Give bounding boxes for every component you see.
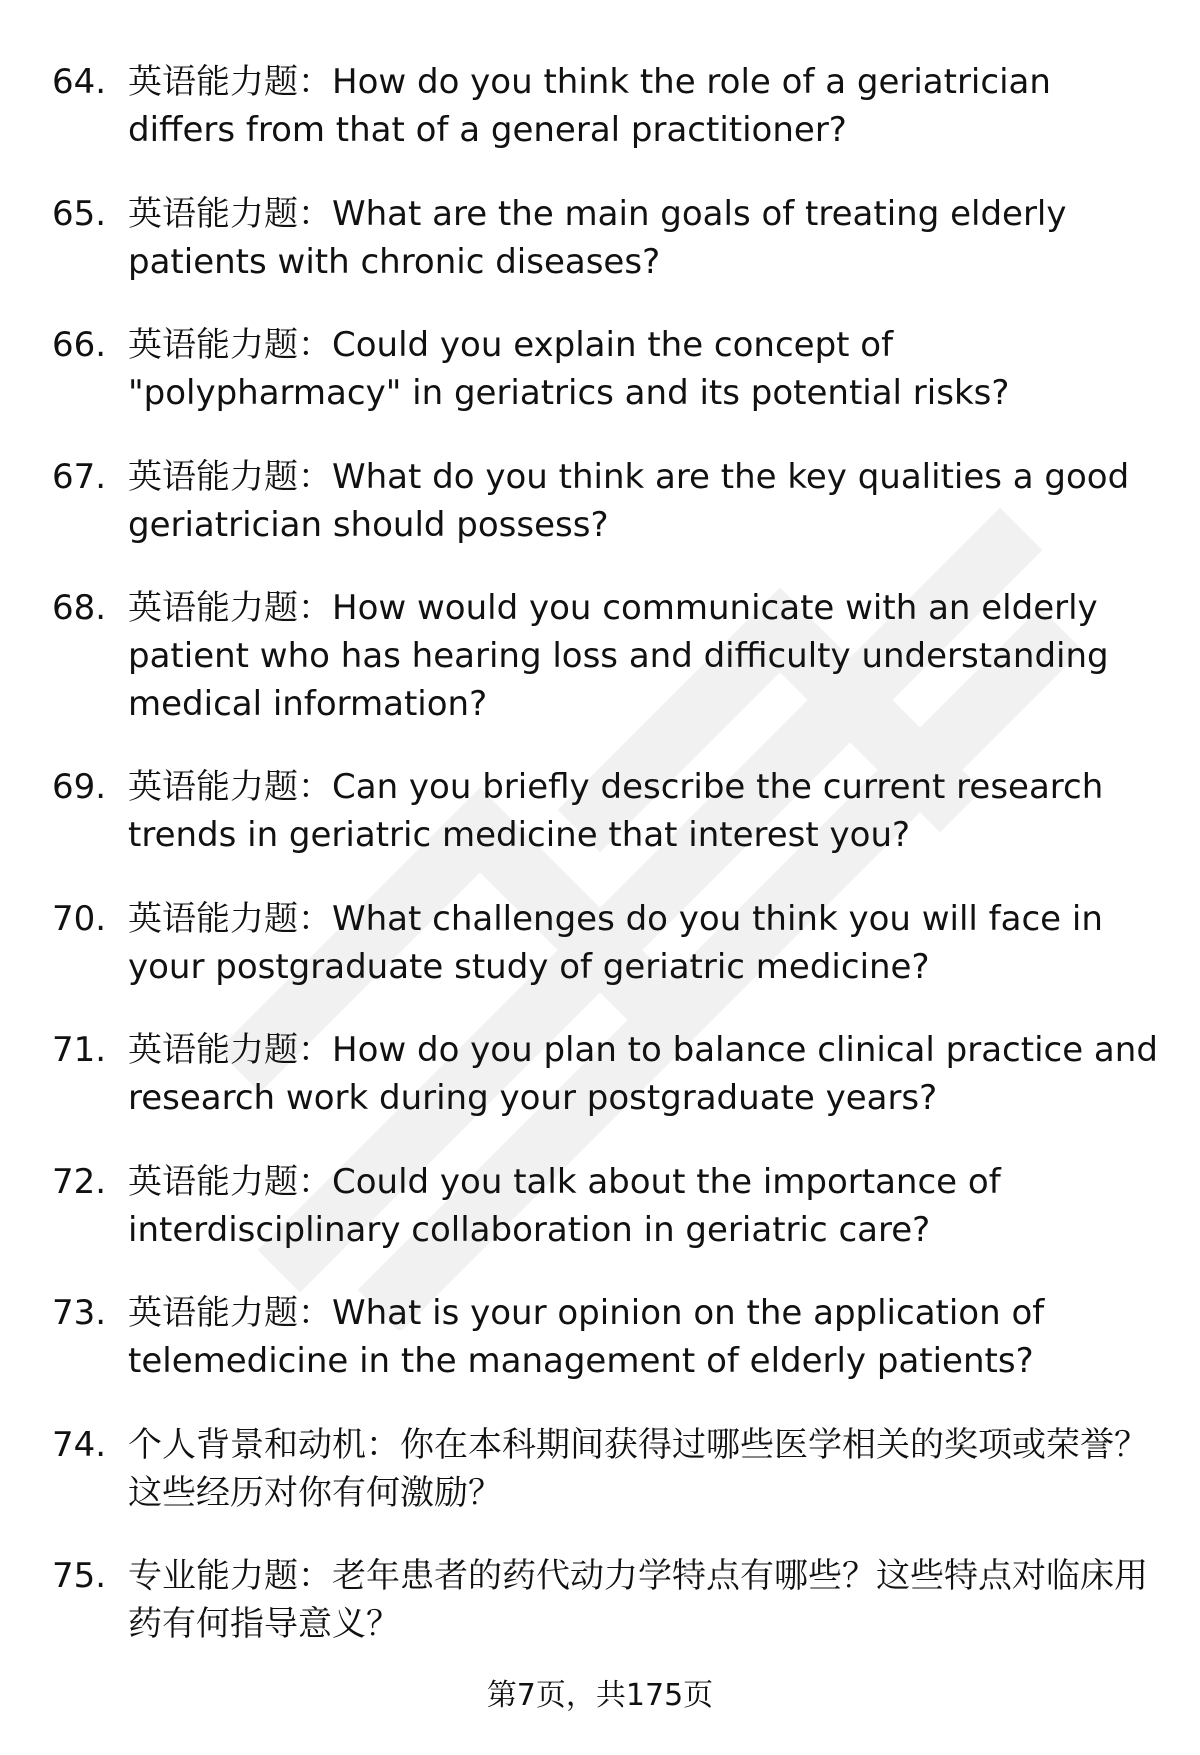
question-category: 英语能力题：: [128, 588, 332, 628]
question-text: What challenges do you think you will face in your postgraduate study of geriatric medicine?: [128, 898, 1103, 987]
question-item: [52, 895, 1162, 1027]
question-item: [52, 1158, 1162, 1290]
question-category: 英语能力题：: [128, 456, 332, 497]
question-text-block: [128, 190, 1162, 286]
question-number: 69.: [52, 767, 107, 807]
question-number: 67.: [52, 456, 107, 497]
question-number: 75.: [52, 1556, 107, 1596]
question-number: 70.: [52, 898, 107, 939]
question-text: Could you talk about the importance of interdisciplinary collaboration in geriatric care?: [128, 1161, 1001, 1250]
question-category: 英语能力题：: [128, 1161, 332, 1202]
question-item: [52, 1421, 1162, 1553]
question-text: What is your opinion on the application of telemedicine in the management of elderly patients?: [128, 1293, 1045, 1381]
question-item: [52, 763, 1162, 895]
question-number: 64.: [52, 62, 107, 102]
question-text: What are the main goals of treating elderly patients with chronic diseases?: [128, 193, 1067, 282]
question-text-block: [128, 895, 1162, 991]
question-text: Could you explain the concept of "polypharmacy" in geriatrics and its potential risks?: [128, 325, 1010, 413]
question-category: 英语能力题：: [128, 1293, 332, 1333]
question-number: 65.: [52, 193, 107, 234]
question-text-block: [128, 1289, 1162, 1385]
question-category: 英语能力题：: [128, 193, 332, 234]
question-text-block: [128, 58, 1162, 154]
question-number: 71.: [52, 1030, 107, 1070]
question-text-block: [128, 321, 1162, 417]
question-item: [52, 321, 1162, 453]
page-number-footer: 第7页，共175页: [486, 1678, 714, 1713]
question-item: [52, 1552, 1162, 1684]
question-category: 英语能力题：: [128, 62, 332, 102]
question-text: 你在本科期间获得过哪些医学相关的奖项或荣誉？这些经历对你有何激励？: [128, 1424, 1148, 1513]
question-text-block: [128, 584, 1162, 728]
question-item: [52, 453, 1162, 585]
question-item: [52, 1289, 1162, 1421]
question-text: How would you communicate with an elderly patient who has hearing loss and difficulty understanding medical information?: [128, 588, 1109, 724]
question-list: [52, 58, 1162, 1684]
question-number: 68.: [52, 588, 107, 628]
question-text: 老年患者的药代动力学特点有哪些？这些特点对临床用药有何指导意义？: [128, 1556, 1148, 1644]
question-text: How do you plan to balance clinical practice and research work during your postgraduate years?: [128, 1030, 1158, 1118]
question-text: What do you think are the key qualities a good geriatrician should possess?: [128, 456, 1130, 545]
question-category: 英语能力题：: [128, 767, 332, 807]
question-category: 英语能力题：: [128, 325, 332, 365]
question-text-block: [128, 1158, 1162, 1254]
question-text-block: [128, 453, 1162, 549]
question-text-block: [128, 763, 1162, 859]
question-number: 72.: [52, 1161, 107, 1202]
question-item: [52, 190, 1162, 322]
question-text: How do you think the role of a geriatrician differs from that of a general practitioner?: [128, 62, 1051, 150]
question-number: 73.: [52, 1293, 107, 1333]
question-item: [52, 1026, 1162, 1158]
question-item: [52, 584, 1162, 763]
question-item: [52, 58, 1162, 190]
question-category: 英语能力题：: [128, 898, 332, 939]
question-text-block: [128, 1026, 1162, 1122]
question-text-block: [128, 1552, 1162, 1648]
question-category: 个人背景和动机：: [128, 1424, 400, 1465]
question-category: 英语能力题：: [128, 1030, 332, 1070]
question-number: 74.: [52, 1424, 107, 1465]
question-text: Can you briefly describe the current research trends in geriatric medicine that interest you?: [128, 767, 1104, 855]
question-number: 66.: [52, 325, 107, 365]
question-text-block: [128, 1421, 1162, 1517]
question-category: 专业能力题：: [128, 1556, 332, 1596]
